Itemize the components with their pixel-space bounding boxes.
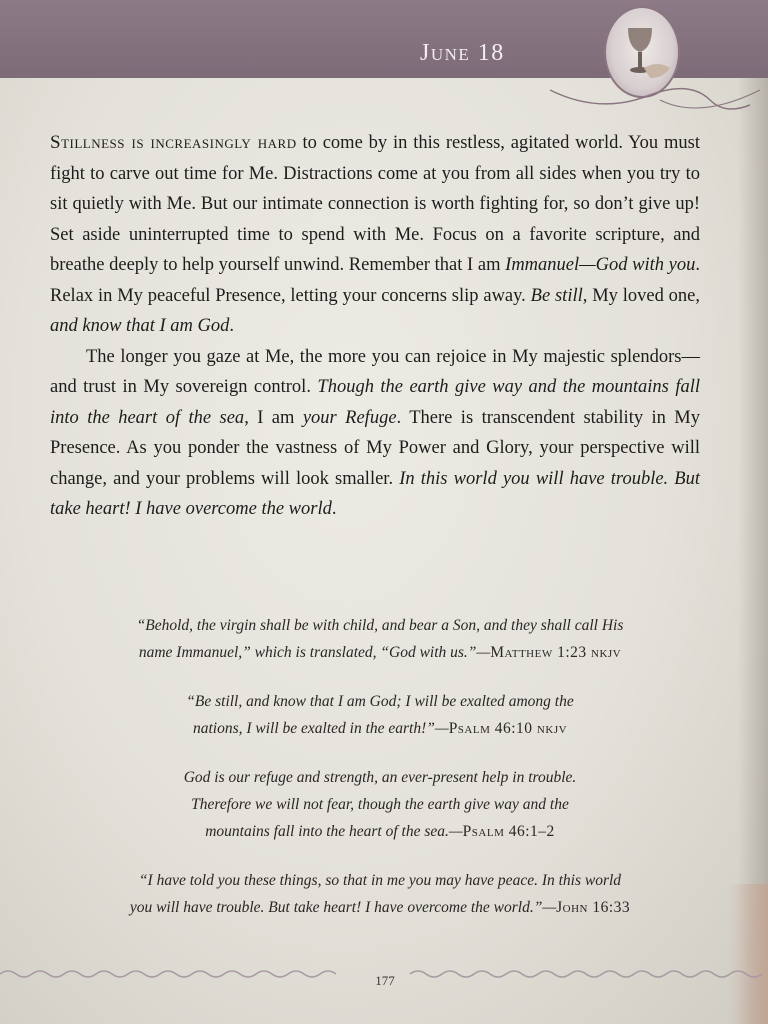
paragraph-2: The longer you gaze at Me, the more you can rejoice in My majestic splendors—and trust in My sovereign control. Though the earth give way and the mountains fall into the heart of the sea, I am your Refuge. There is transcendent stability in My Presence. As you ponder the vastness of My Power and Glory, your perspective will change, and your problems will look smaller. In this world you will have trouble. But take heart! I have overcome the world.	[50, 346, 701, 519]
swirl-ornament-icon	[540, 70, 768, 120]
quote-psalm-46-1: God is our refuge and strength, an ever-present help in trouble. Therefore we will not fear, though the earth give way and the mountains fall into the heart of the sea.—Psalm 46:1–2	[183, 769, 577, 840]
paragraph-1: Stillness is increasingly hard to come by in this restless, agitated world. You must fight to carve out time for Me. Distractions come at you from all sides when you try to sit quietly with Me. But our intimate connection is worth fighting for, so don’t give up! Set aside uninterrupted time to spend with Me. Focus on a favorite scripture, and breathe deeply to help yourself unwind. Remember that I am Immanuel—God with you. Relax in My peaceful Presence, letting your concerns slip away. Be still, My loved one, and know that I am God.	[50, 132, 701, 336]
page-title: June 18	[420, 40, 505, 66]
page-edge-shadow	[738, 0, 768, 1024]
page-number: 177	[375, 973, 395, 988]
quote-psalm-46-10: “Be still, and know that I am God; I will be exalted among the nations, I will be exalted in the earth!”—Psalm 46:10 nkjv	[186, 693, 574, 737]
quote-john: “I have told you these things, so that in me you may have peace. In this world you will have trouble. But take heart! I have overcome the world.”—John 16:33	[129, 872, 631, 916]
quote-matthew: “Behold, the virgin shall be with child, and bear a Son, and they shall call His name Immanuel,” which is translated, “God with us.”—Matthew 1:23 nkjv	[136, 617, 624, 661]
devotional-text	[50, 128, 700, 525]
lead-in: Stillness is increasingly hard	[50, 132, 297, 153]
page-corner	[728, 884, 768, 1024]
scripture-references	[70, 612, 690, 943]
